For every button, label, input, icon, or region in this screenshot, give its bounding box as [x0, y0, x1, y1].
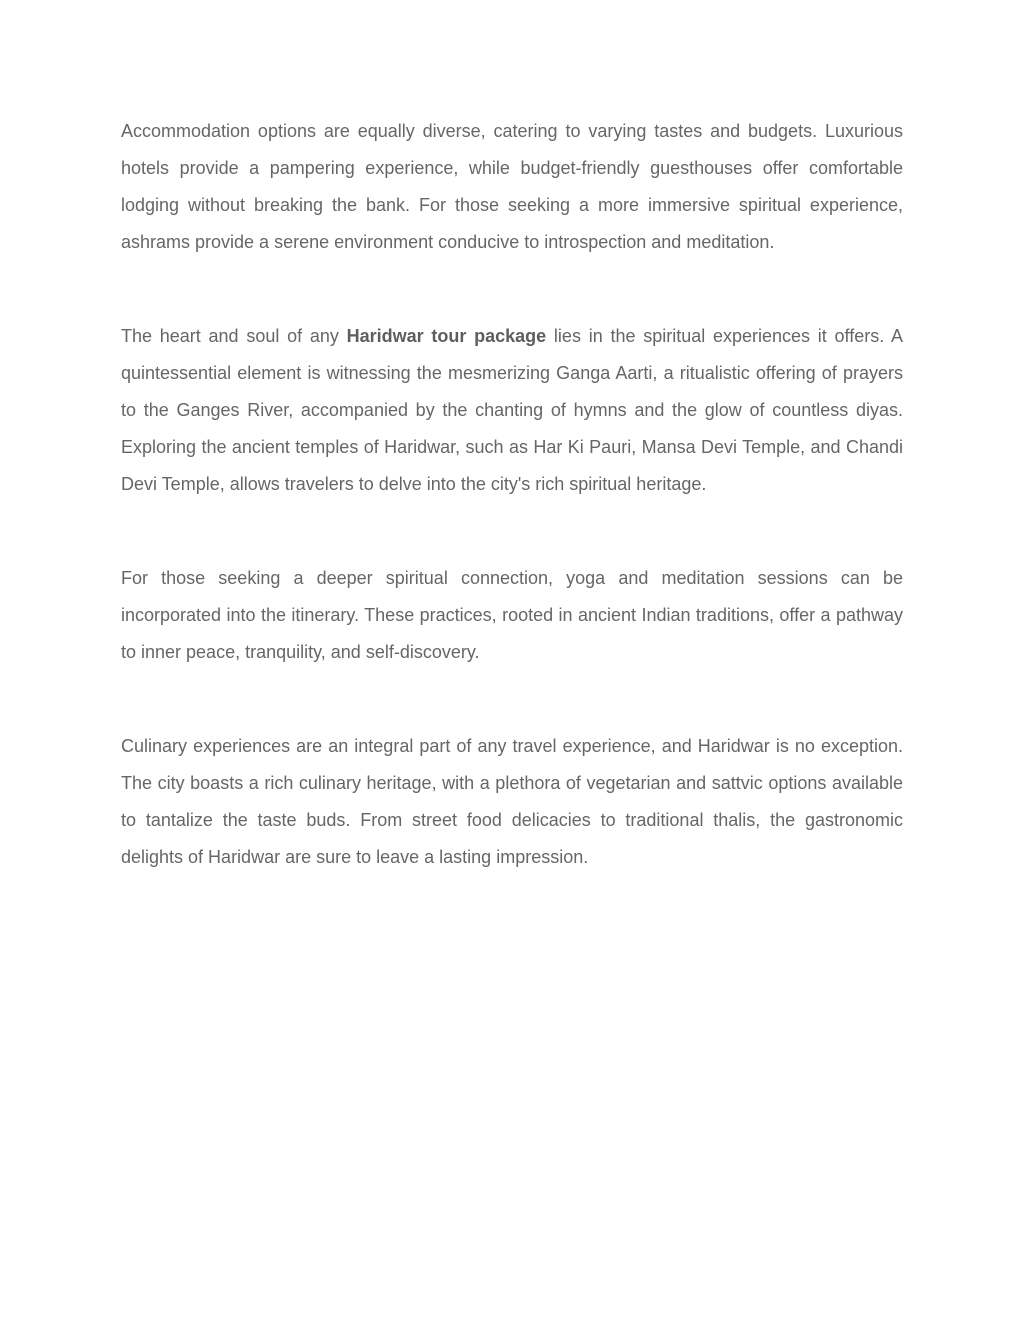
- document-body: [121, 113, 903, 933]
- paragraph-yoga-meditation: For those seeking a deeper spiritual connection, yoga and meditation sessions can be incorporated into the itinerary. These practices, rooted in ancient Indian traditions, offer a pathway to inner peace, tranquility, and self-discovery.: [121, 568, 903, 662]
- paragraph-culinary: Culinary experiences are an integral part of any travel experience, and Haridwar is no exception. The city boasts a rich culinary heritage, with a plethora of vegetarian and sattvic options available to tantalize the taste buds. From street food delicacies to traditional thalis, the gastronomic delights of Haridwar are sure to leave a lasting impression.: [121, 736, 903, 867]
- paragraph-spiritual-experiences: [121, 318, 903, 503]
- paragraph-accommodation: Accommodation options are equally diverse, catering to varying tastes and budgets. Luxurious hotels provide a pampering experience, while budget-friendly guesthouses offer comfortable lodging without breaking the bank. For those seeking a more immersive spiritual experience, ashrams provide a serene environment conducive to introspection and meditation.: [121, 121, 903, 252]
- paragraph-text-end: lies in the spiritual experiences it offers. A quintessential element is witnessing the mesmerizing Ganga Aarti, a ritualistic offering of prayers to the Ganges River, accompanied by the chanting of hymns and the glow of countless diyas. Exploring the ancient temples of Haridwar, such as Har Ki Pauri, Mansa Devi Temple, and Chandi Devi Temple, allows travelers to delve into the city's rich spiritual heritage.: [121, 326, 904, 494]
- paragraph-text-start: The heart and soul of any: [121, 326, 347, 346]
- haridwar-tour-package-keyword: Haridwar tour package: [346, 326, 547, 346]
